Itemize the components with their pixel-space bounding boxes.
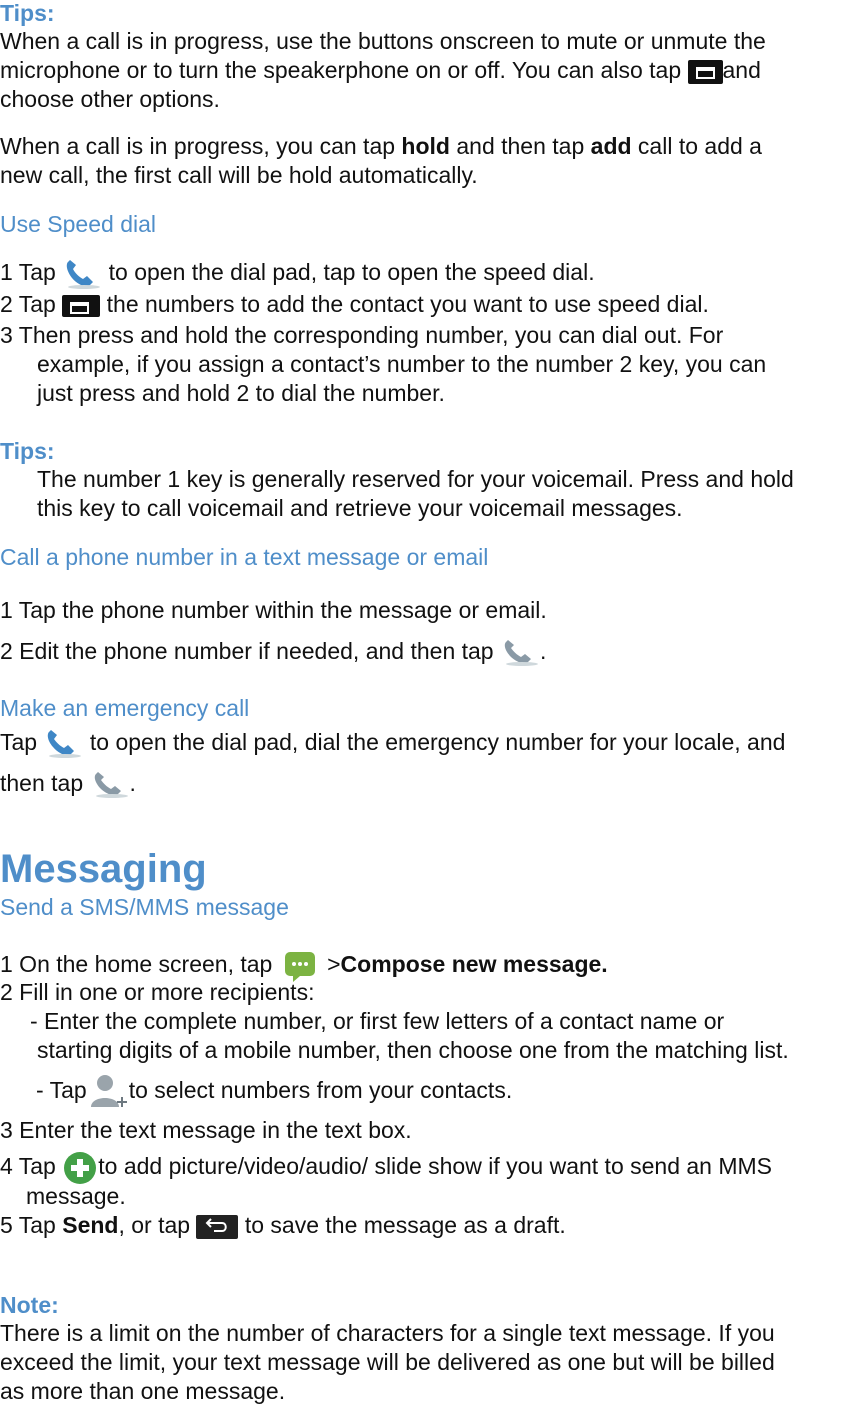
emergency-line-2 <box>0 770 136 799</box>
emergency-heading: Make an emergency call <box>0 695 250 721</box>
messaging-step-5-d: to save the message as a draft. <box>238 1212 566 1238</box>
send-sms-heading: Send a SMS/MMS message <box>0 894 289 920</box>
tips1-line-4 <box>0 133 762 160</box>
speed-dial-step-3-line-1: 3 Then press and hold the corresponding number, you can dial out. For <box>0 322 724 348</box>
note-line-3: as more than one message. <box>0 1378 286 1404</box>
menu-icon <box>688 60 723 84</box>
tips1-line-4-e: call to add a <box>631 133 762 159</box>
call-text-heading: Call a phone number in a text message or email <box>0 544 489 570</box>
tips1-line-2 <box>0 57 761 84</box>
tips2-line-2: this key to call voicemail and retrieve your voicemail messages. <box>37 495 683 521</box>
add-icon <box>62 1150 98 1186</box>
phone-icon <box>500 639 540 667</box>
messaging-step-2: 2 Fill in one or more recipients: <box>0 979 315 1005</box>
speed-dial-step-1-a: 1 Tap <box>0 259 63 286</box>
emergency-line-1-b: to open the dial pad, dial the emergency number for your locale, and <box>83 729 786 756</box>
messaging-step-2-sub-1: - Enter the complete number, or first few letters of a contact name or <box>30 1008 725 1034</box>
messaging-step-2-sub-3-b: to select numbers from your contacts. <box>128 1077 513 1104</box>
speed-dial-step-2 <box>0 291 709 318</box>
menu-icon <box>62 295 100 317</box>
phone-icon <box>90 771 130 799</box>
messaging-step-1-b: > <box>320 951 341 978</box>
messaging-step-5 <box>0 1212 566 1239</box>
call-text-step-2-b: . <box>540 638 547 664</box>
phone-icon <box>43 729 83 759</box>
back-icon <box>196 1215 238 1239</box>
call-text-step-2-a: 2 Edit the phone number if needed, and then tap <box>0 638 500 664</box>
send-keyword: Send <box>62 1212 119 1238</box>
tips-heading-1: Tips: <box>0 0 55 26</box>
messaging-step-2-sub-3-a: - Tap <box>36 1077 87 1104</box>
messaging-step-5-c: , or tap <box>118 1212 197 1238</box>
messaging-title: Messaging <box>0 847 207 891</box>
tips1-line-3: choose other options. <box>0 86 220 112</box>
emergency-line-2-a: then tap <box>0 770 90 796</box>
messaging-step-4-b: to add picture/video/audio/ slide show if you want to send an MMS <box>98 1153 773 1180</box>
speed-dial-step-1 <box>0 258 595 290</box>
note-line-2: exceed the limit, your text message will be delivered as one but will be billed <box>0 1349 775 1375</box>
speed-dial-step-2-b: the numbers to add the contact you want to use speed dial. <box>100 291 709 317</box>
call-text-step-1: 1 Tap the phone number within the message or email. <box>0 597 547 623</box>
note-heading: Note: <box>0 1292 59 1318</box>
speed-dial-step-1-b: to open the dial pad, tap to open the speed dial. <box>102 259 595 286</box>
tips1-line-5: new call, the first call will be hold automatically. <box>0 162 478 188</box>
messaging-step-5-a: 5 Tap <box>0 1212 63 1238</box>
tips1-line-4-c: and then tap <box>449 133 591 159</box>
tips1-line-4-a: When a call is in progress, you can tap <box>0 133 402 159</box>
emergency-line-2-b: . <box>129 770 136 796</box>
messaging-step-2-sub-3 <box>36 1071 512 1113</box>
emergency-line-1-a: Tap <box>0 729 44 756</box>
phone-icon <box>62 258 102 290</box>
tips2-line-1: The number 1 key is generally reserved for your voicemail. Press and hold <box>37 466 794 492</box>
speed-dial-step-2-a: 2 Tap <box>0 291 63 317</box>
speed-dial-step-3-line-2: example, if you assign a contact’s number to the number 2 key, you can <box>37 351 767 377</box>
messaging-step-2-sub-2: starting digits of a mobile number, then choose one from the matching list. <box>37 1037 789 1063</box>
add-contact-icon <box>87 1071 129 1113</box>
hold-keyword: hold <box>401 133 450 159</box>
messaging-step-4-cont: message. <box>26 1183 126 1209</box>
add-keyword: add <box>590 133 632 159</box>
compose-new-message-label: Compose new message. <box>340 951 608 978</box>
messaging-step-3: 3 Enter the text message in the text box. <box>0 1117 412 1143</box>
messaging-app-icon <box>279 949 321 983</box>
speed-dial-step-3-line-3: just press and hold 2 to dial the number. <box>37 380 445 406</box>
messaging-step-1-a: 1 On the home screen, tap <box>0 951 279 978</box>
tips1-line-2-text: microphone or to turn the speakerphone on or off. You can also tap <box>0 57 688 83</box>
emergency-line-1 <box>0 729 785 759</box>
messaging-step-1 <box>0 949 608 983</box>
note-line-1: There is a limit on the number of characters for a single text message. If you <box>0 1320 775 1346</box>
messaging-step-4 <box>0 1150 772 1186</box>
speed-dial-heading: Use Speed dial <box>0 211 156 237</box>
tips1-line-2-end: and <box>722 57 761 83</box>
call-text-step-2 <box>0 638 546 667</box>
tips-heading-2: Tips: <box>0 438 55 464</box>
messaging-step-4-a: 4 Tap <box>0 1153 63 1180</box>
tips1-line-1: When a call is in progress, use the buttons onscreen to mute or unmute the <box>0 28 766 54</box>
